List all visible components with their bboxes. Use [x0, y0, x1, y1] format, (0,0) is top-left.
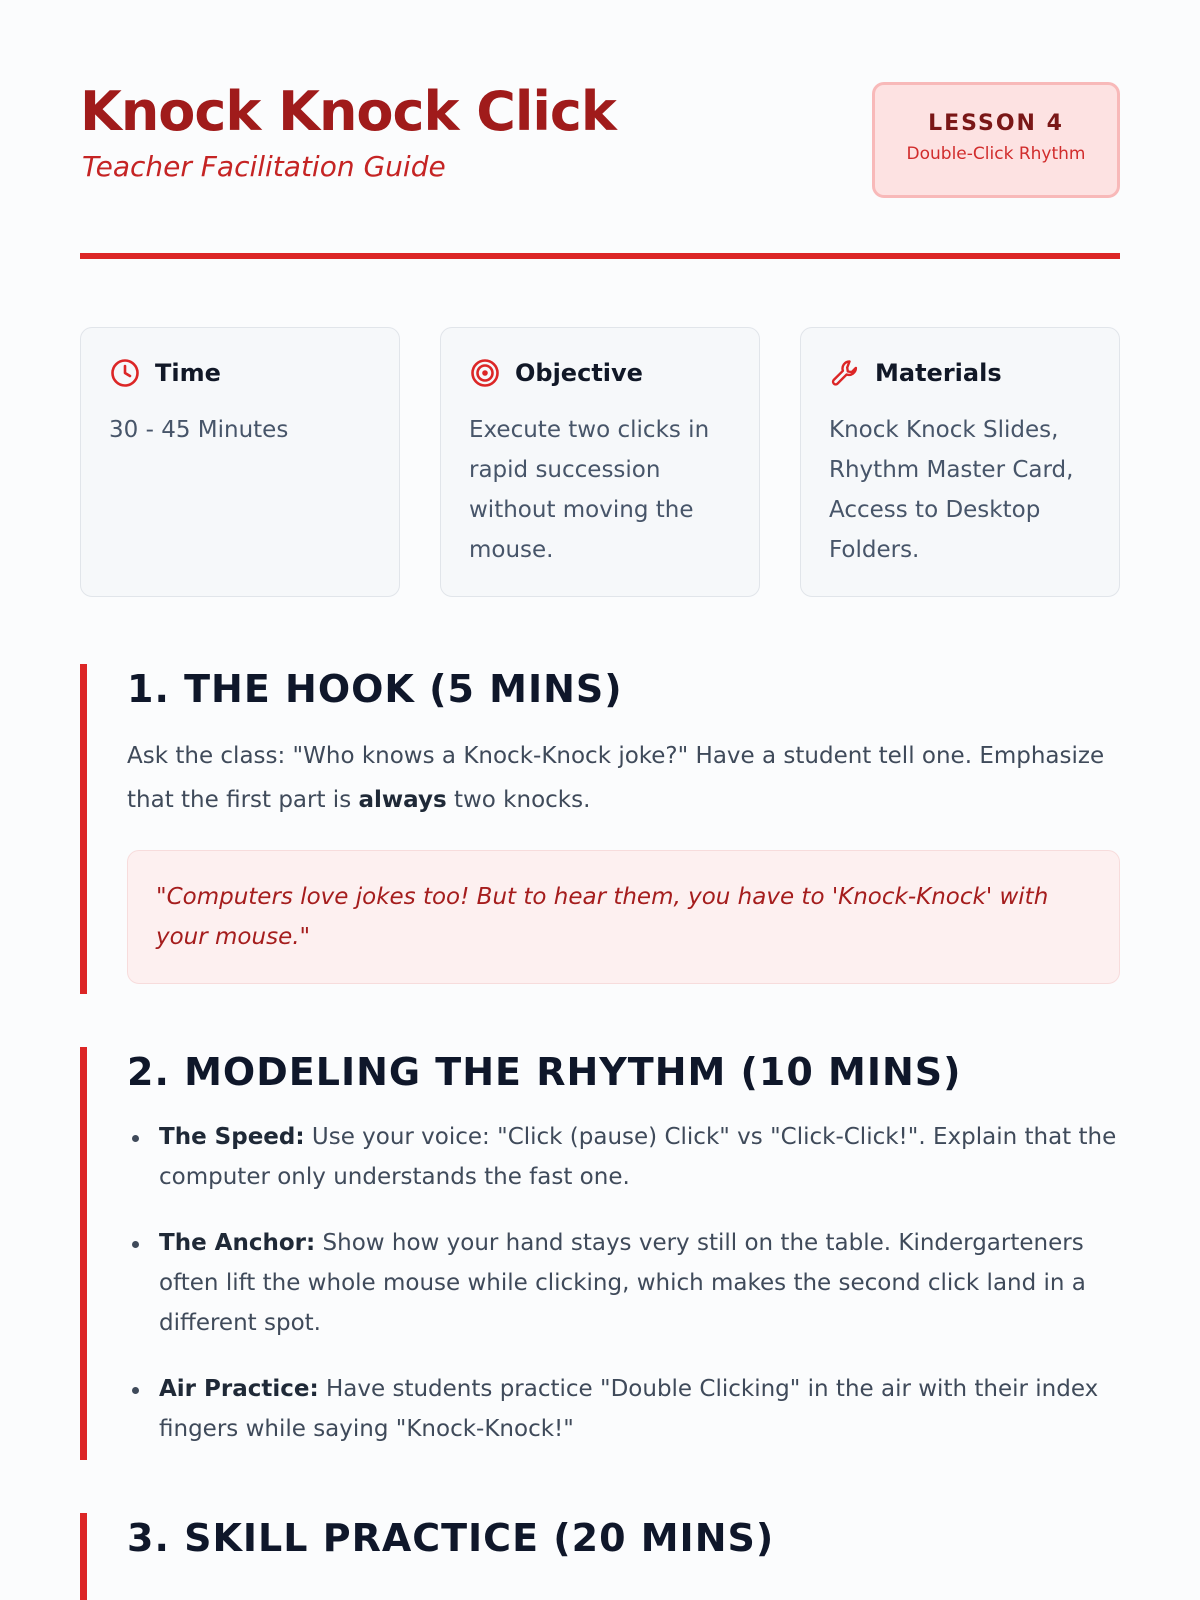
list-item: Air Practice: Have students practice "Double Clicking" in the air with their index fingers while saying "Knock-Knock!" — [159, 1369, 1120, 1449]
objective-card-title: Objective — [515, 359, 643, 387]
modeling-list — [127, 1117, 1120, 1449]
hook-section — [80, 664, 1120, 994]
target-icon — [469, 357, 501, 389]
materials-card — [800, 327, 1120, 597]
clock-icon — [109, 357, 141, 389]
list-item: The Anchor: Show how your hand stays very still on the table. Kindergarteners often lift the whole mouse while clicking, which makes the second click land in a different spot. — [159, 1223, 1120, 1343]
list-item: The Speed: Use your voice: "Click (pause) Click" vs "Click-Click!". Explain that the computer only understands the fast one. — [159, 1117, 1120, 1197]
bullet-label: The Anchor: — [159, 1230, 316, 1256]
hook-quote-callout: "Computers love jokes too! But to hear them, you have to 'Knock-Knock' with your mouse." — [127, 850, 1120, 984]
objective-card-body: Execute two clicks in rapid succession without moving the mouse. — [469, 417, 710, 563]
time-card-body: 30 - 45 Minutes — [109, 417, 289, 443]
emphasis-always: always — [358, 787, 447, 813]
time-card-title: Time — [155, 359, 221, 387]
lesson-guide-page — [80, 0, 1120, 1600]
wrench-icon — [829, 357, 861, 389]
lesson-badge — [872, 82, 1120, 198]
materials-card-title: Materials — [875, 359, 1002, 387]
hook-heading: 1. THE HOOK (5 MINS) — [127, 667, 623, 711]
objective-card — [440, 327, 760, 597]
lesson-number: LESSON 4 — [928, 111, 1064, 136]
page-subtitle: Teacher Facilitation Guide — [82, 150, 446, 183]
skill-heading: 3. SKILL PRACTICE (20 MINS) — [127, 1516, 775, 1560]
hook-paragraph: Ask the class: "Who knows a Knock-Knock joke?" Have a student tell one. Emphasize that the first part is always two knocks. — [127, 743, 1105, 813]
materials-card-body: Knock Knock Slides, Rhythm Master Card, Access to Desktop Folders. — [829, 417, 1074, 563]
bullet-label: The Speed: — [159, 1124, 305, 1150]
info-cards — [80, 327, 1120, 597]
skill-practice-section — [80, 1513, 1120, 1600]
bullet-label: Air Practice: — [159, 1376, 319, 1402]
time-card — [80, 327, 400, 597]
modeling-heading: 2. MODELING THE RHYTHM (10 MINS) — [127, 1050, 962, 1094]
modeling-section — [80, 1047, 1120, 1460]
header-divider — [80, 253, 1120, 259]
page-title: Knock Knock Click — [80, 80, 616, 143]
header — [80, 76, 1120, 206]
lesson-name: Double-Click Rhythm — [906, 144, 1086, 164]
